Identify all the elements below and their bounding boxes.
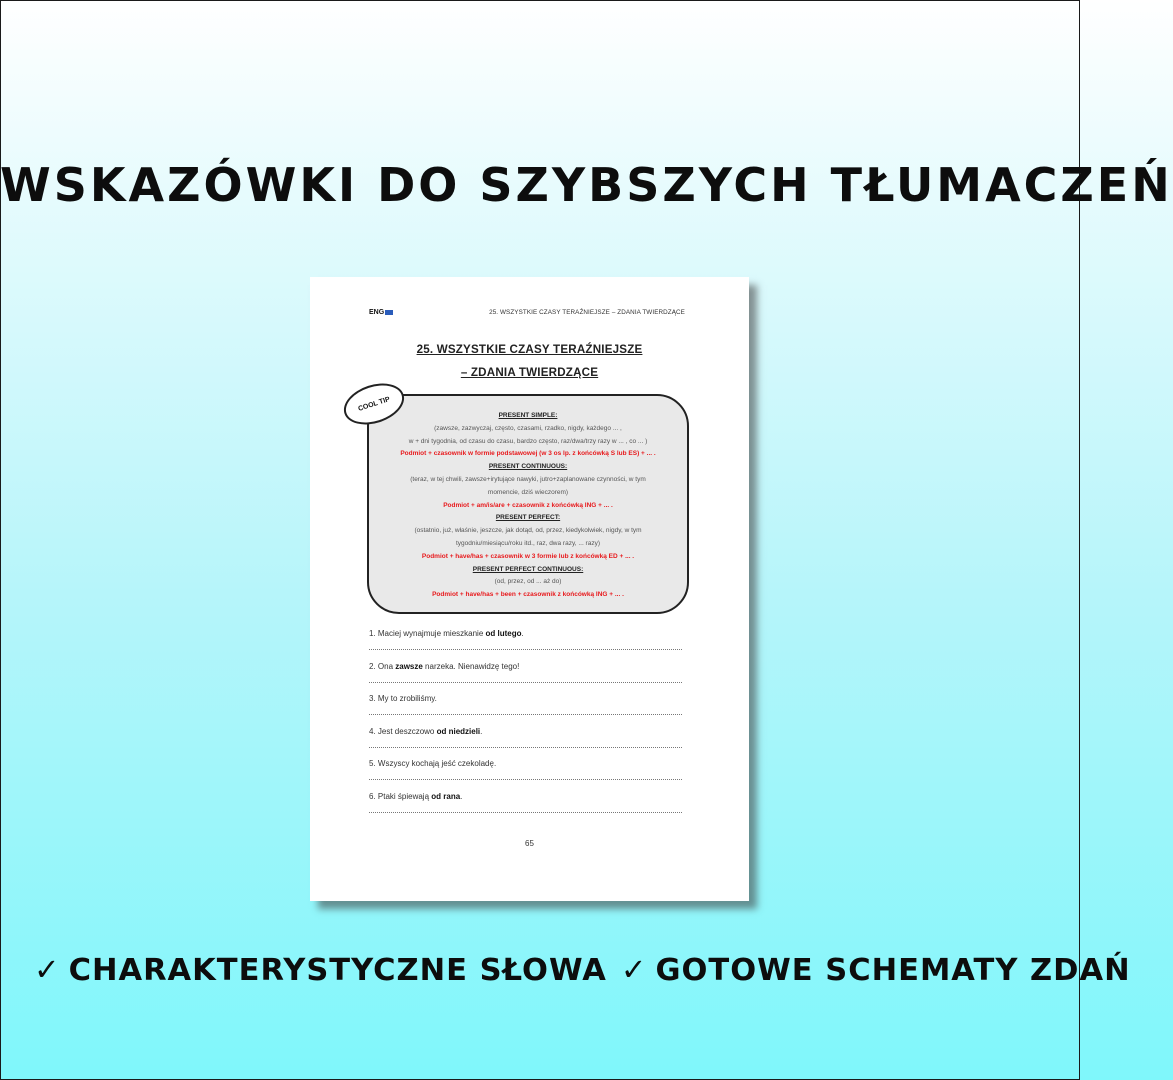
present-perfect-continuous-heading: PRESENT PERFECT CONTINUOUS: [472,565,584,573]
page-number: 65 [525,839,534,848]
present-perfect-continuous-formula: Podmiot + have/has + been + czasownik z końcówką ING + ... . [432,591,624,599]
present-perfect-words-2: tygodniu/miesiącu/roku itd., raz, dwa razy, ... razy) [455,539,600,547]
present-continuous-heading: PRESENT CONTINUOUS: [488,463,568,471]
feature-list [34,953,1131,988]
tip-box [367,394,689,614]
feature-keywords: CHARAKTERYSTYCZNE SŁOWA [68,953,607,988]
exercise-sentence: 3. My to zrobiliśmy. [369,694,437,703]
cool-tip-badge: COOL TIP [339,376,410,431]
exercise-sentence: 1. Maciej wynajmuje mieszkanie od lutego. [369,629,524,638]
answer-line [369,649,682,650]
exercise-sentence: 4. Jest deszczowo od niedzieli. [369,726,483,736]
present-simple-words-2: w + dni tygodnia, od czasu do czasu, bardzo często, raz/dwa/trzy razy w ... , co ... ) [408,437,648,445]
page-header [369,309,685,319]
answer-line [369,747,682,748]
answer-line [369,779,682,780]
headline: WSKAZÓWKI DO SZYBSZYCH TŁUMACZEŃ [0,158,1173,212]
present-simple-words-1: (zawsze, zazwyczaj, często, czasami, rzadko, nigdy, każdego ... , [434,424,622,432]
exercise-item [369,662,682,695]
exercise-sentence: 5. Wszyscy kochają jeść czekoladę. [369,759,497,768]
exercise-item [369,694,682,727]
running-head: 25. WSZYSTKIE CZASY TERAŹNIEJSZE – ZDANIA TWIERDZĄCE [489,309,685,316]
answer-line [369,812,682,813]
page-title-line2: – ZDANIA TWIERDZĄCE [460,366,599,379]
flag-icon [385,310,393,315]
present-continuous-words-2: momencie, dziś wieczorem) [487,488,569,496]
exercise-item [369,727,682,760]
exercise-sentence: 6. Ptaki śpiewają od rana. [369,791,463,801]
present-perfect-words-1: (ostatnio, już, właśnie, jeszcze, jak dotąd, od, przez, kiedykolwiek, nigdy, w tym [414,527,642,535]
worksheet-page-preview [310,277,749,901]
present-perfect-continuous-words: (od, przez, od ... aż do) [494,578,562,586]
exercise-sentence: 2. Ona zawsze narzeka. Nienawidzę tego! [369,661,520,671]
present-simple-heading: PRESENT SIMPLE: [498,412,558,419]
checkmark-icon: ✓ [34,953,61,988]
present-perfect-heading: PRESENT PERFECT: [495,514,561,522]
present-continuous-words-1: (teraz, w tej chwili, zawsze+irytujące nawyki, jutro+zaplanowane czynności, w tym [410,475,646,483]
present-continuous-formula: Podmiot + am/is/are + czasownik z końcówką ING + ... . [443,501,613,509]
feature-sentence-patterns: GOTOWE SCHEMATY ZDAŃ [655,953,1131,988]
answer-line [369,714,682,715]
present-simple-formula: Podmiot + czasownik w formie podstawowej (w 3 os lp. z końcówką S lub ES) + ... . [400,450,656,458]
exercise-item [369,629,682,662]
exercise-list [369,629,682,824]
eng-logo: ENG [369,309,393,316]
checkmark-icon: ✓ [620,953,648,988]
present-perfect-formula: Podmiot + have/has + czasownik w 3 formie lub z końcówką ED + ... . [421,552,635,560]
exercise-item [369,792,682,825]
answer-line [369,682,682,683]
exercise-item [369,759,682,792]
page-title-line1: 25. WSZYSTKIE CZASY TERAŹNIEJSZE [416,343,643,356]
